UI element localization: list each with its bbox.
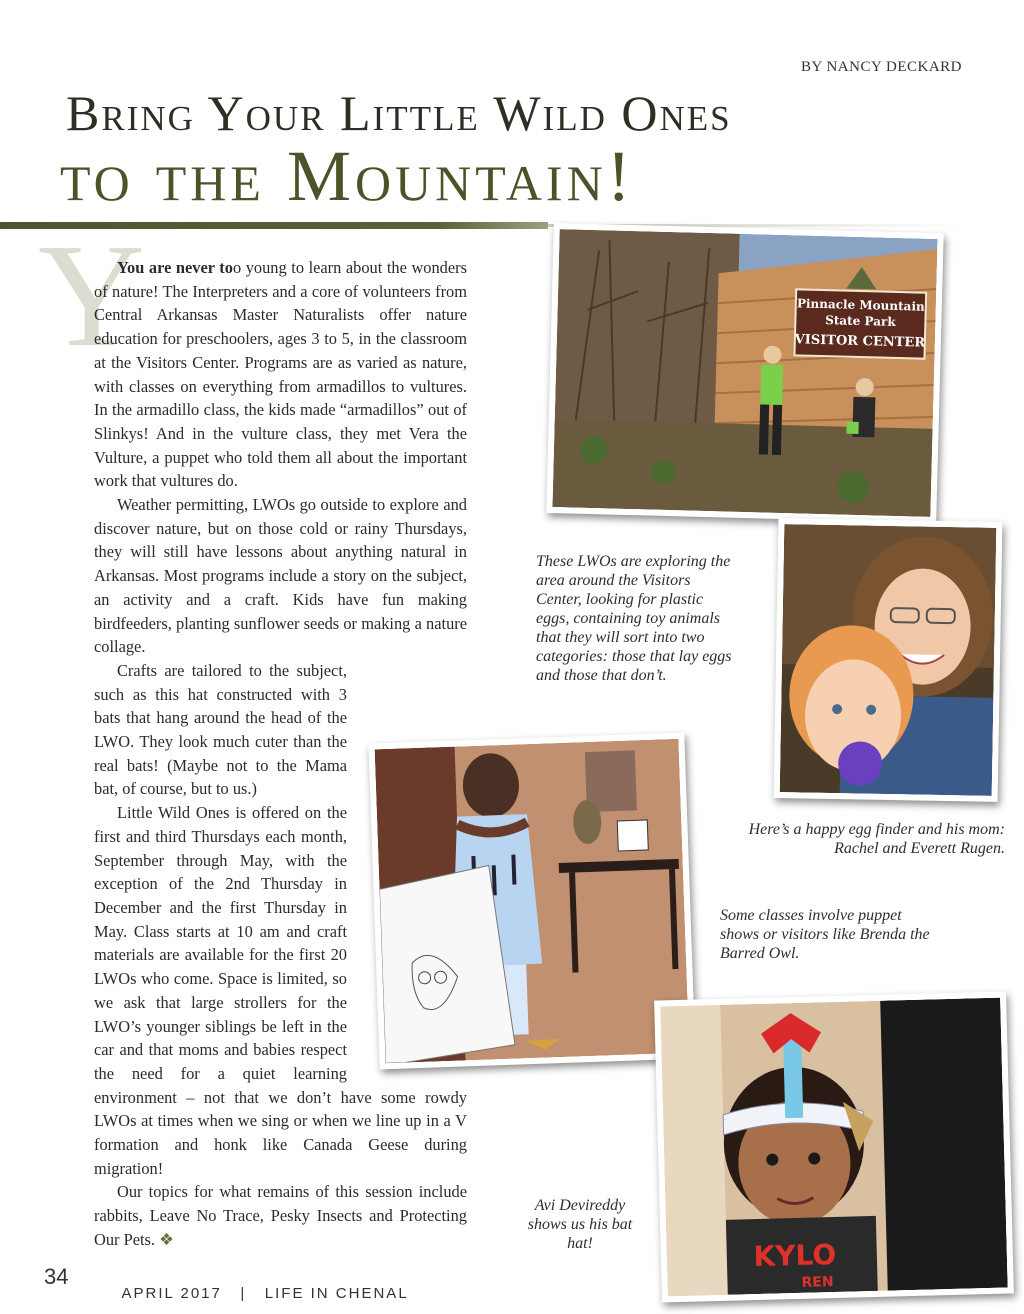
headline-line-1: Bring Your Little Wild Ones [66, 85, 732, 141]
caption-egg-finder: Here’s a happy egg finder and his mom: Rachel and Everett Rugen. [748, 821, 1005, 857]
photo-bat-hat [654, 991, 1014, 1302]
page-number: 34 [44, 1264, 69, 1289]
photo-visitor-center [546, 223, 943, 523]
sign-line-3: VISITOR CENTER [794, 332, 926, 351]
egg-finder-image [780, 524, 997, 796]
paragraph-5 [94, 1180, 467, 1251]
paragraph-4: Little Wild Ones is offered on the first and third Thursdays each month, September through May, with the exception of the 2nd Thursday in December and the first Thursday in May. Class starts at 10 am and craft materials are available for the first 20 LWOs who come. Space is limited, so we ask that large strollers for the LWO’s younger siblings be left in the car and that moms and babies respect the need for a quiet learning environment – not that we don’t have some rowdy LWOs at times when we sing or when we line up in a V formation and honk like Canada Geese during migration! [94, 803, 467, 1178]
footer-separator: | [240, 1285, 247, 1302]
byline: BY NANCY DECKARD [800, 59, 962, 75]
photo-egg-finder [774, 518, 1003, 802]
paragraph-1-text: o young to learn about the wonders of nature! The Interpreters and a core of volunteers from Central Arkansas Master Naturalists offer nature education for preschoolers, ages 3 to 5, in the classroom at the Visitors Center. Programs are as varied as nature, with classes on everything from armadillos to vultures. In the armadillo class, the kids made “armadillos” out of Slinkys! And in the vulture class, they met Vera the Vulture, a puppet who told them all about the important work that vultures do. [94, 258, 467, 491]
sign-line-1: Pinnacle Mountain [796, 296, 925, 314]
caption-visitor-center: These LWOs are exploring the area around the Visitors Center, looking for plastic eggs, containing toy animals that they will sort into two categories: those that lay eggs and those that don’t. [536, 553, 732, 684]
paragraph-3: Crafts are tailored to the subject, such as this hat constructed with 3 bats that hang around the head of the LWO. They look much cuter than the real bats! (Maybe not to the Mama bat, of course, but to us.) [94, 660, 347, 799]
drop-cap: Y [38, 214, 145, 378]
bat-hat-image [660, 998, 1007, 1297]
paragraph-1 [94, 256, 467, 493]
magazine-name: LIFE IN CHENAL [264, 1285, 409, 1302]
shirt-text-2: REN [801, 1274, 834, 1291]
shirt-text-1: KYLO [753, 1237, 837, 1274]
footer-issue [110, 1268, 409, 1302]
sign-line-2: State Park [825, 313, 896, 329]
issue-date: APRIL 2017 [121, 1285, 222, 1302]
paragraph-2: Weather permitting, LWOs go outside to explore and discover nature, but on those cold or rainy Thursdays, they will still have lessons about anything natural in Arkansas. Most programs include a story on the subject, an activity and a craft. Kids have fun making birdfeeders, planting sunflower seeds or making a nature collage. [94, 495, 467, 657]
paragraph-5-text: Our topics for what remains of this session include rabbits, Leave No Trace, Pesky Insects and Protecting Our Pets. [94, 1182, 467, 1249]
end-mark: ❖ [159, 1229, 174, 1249]
headline-line-2: to the Mountain! [60, 136, 635, 216]
visitor-center-image [552, 229, 937, 517]
lead-in: You are never to [117, 258, 233, 277]
owl-image [375, 739, 690, 1063]
caption-bat-hat: Avi Devireddy shows us his bat hat! [527, 1197, 633, 1252]
photo-owl [368, 733, 695, 1070]
caption-owl: Some classes involve puppet shows or visitors like Brenda the Barred Owl. [720, 907, 930, 962]
